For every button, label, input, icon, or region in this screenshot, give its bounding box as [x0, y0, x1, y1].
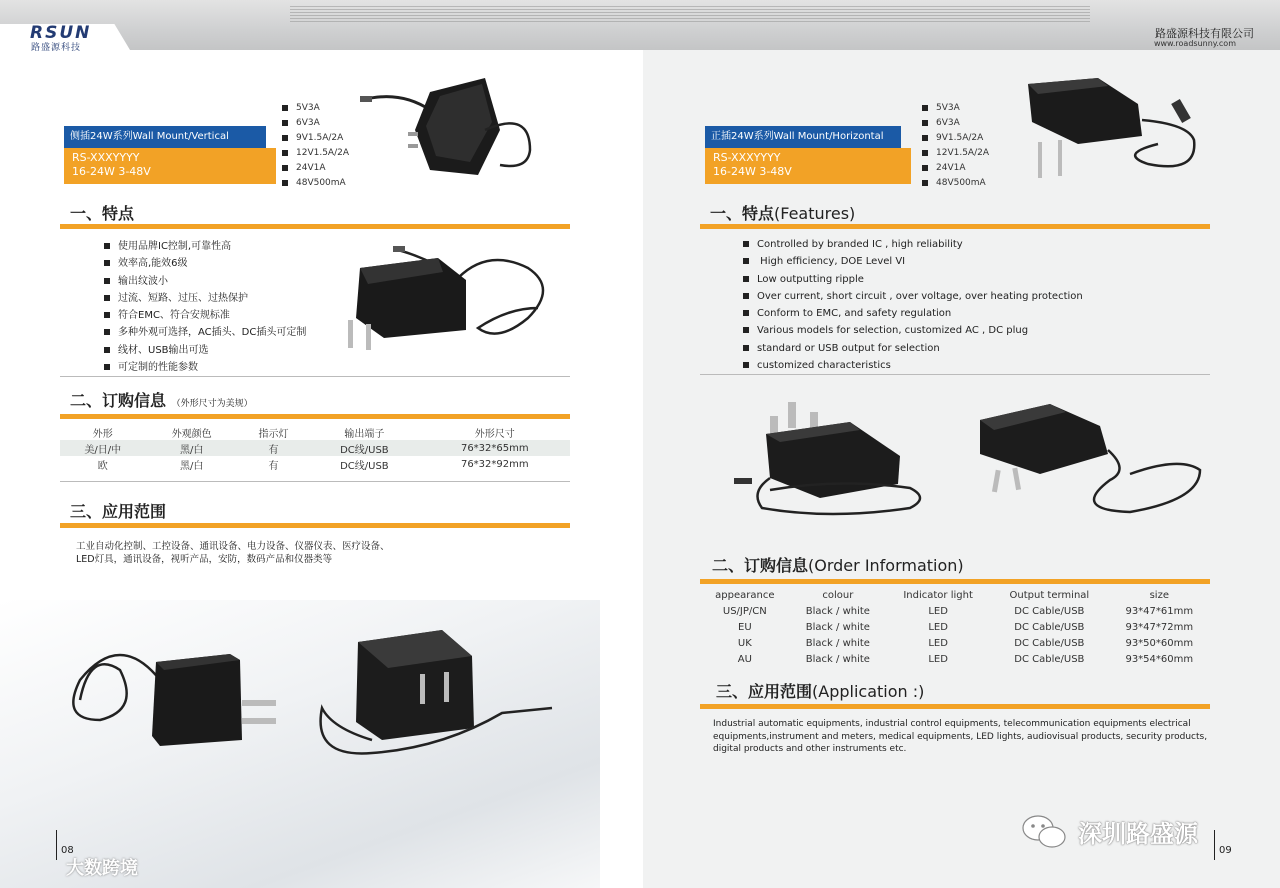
table-header-cell: Indicator light	[903, 589, 973, 601]
application-line: equipments,instrument and meters, medical equipments, LED lights, audiovisual products, security products,	[713, 731, 1208, 742]
application-line: digital products and other instruments etc.	[713, 744, 907, 754]
right-model-range: 16-24W 3-48V	[713, 165, 792, 178]
divider-gray	[60, 376, 570, 377]
adapter-photo-bottom-right	[312, 628, 562, 768]
feature-item: High efficiency, DOE Level VI	[743, 253, 1083, 270]
feature-item: 过流、短路、过压、过热保护	[104, 290, 306, 307]
right-features-title	[710, 201, 855, 224]
table-header-cell: size	[1149, 589, 1169, 601]
left-application-title: 三、应用范围	[70, 502, 167, 521]
table-header-cell: 指示灯	[258, 428, 289, 440]
left-features-title: 一、特点	[70, 204, 135, 223]
left-model-box	[64, 148, 276, 184]
right-model-number: RS-XXXYYYY	[713, 151, 781, 164]
left-model-number: RS-XXXYYYY	[72, 151, 140, 164]
table-cell: EU	[738, 621, 752, 633]
table-cell: 93*50*60mm	[1125, 637, 1194, 649]
right-features-title-en: (Features)	[774, 204, 856, 223]
feature-item: 输出纹波小	[104, 273, 306, 290]
table-cell: UK	[737, 637, 752, 649]
adapter-photo-bottom-left	[60, 640, 290, 760]
spec-item: 9V1.5A/2A	[282, 131, 349, 146]
divider-orange	[700, 704, 1210, 709]
left-mount-label: 侧插24W系列Wall Mount/Vertical	[64, 126, 266, 148]
table-cell: 93*54*60mm	[1125, 653, 1194, 665]
left-order-title-text: 二、订购信息	[70, 391, 167, 410]
right-application-title-en: (Application :)	[812, 682, 925, 701]
left-page-number: 08	[61, 845, 74, 856]
brand-logo: RSUN	[30, 23, 92, 43]
table-cell: 76*32*65mm	[420, 440, 570, 456]
table-cell: 76*32*92mm	[460, 458, 529, 470]
company-url: www.roadsunny.com	[1153, 39, 1236, 48]
table-cell: DC Cable/USB	[1014, 653, 1085, 665]
table-cell: LED	[928, 637, 948, 649]
header-decoration	[290, 6, 1090, 22]
spec-item: 5V3A	[282, 101, 349, 116]
feature-item: customized characteristics	[743, 357, 1083, 374]
application-line: 工业自动化控制、工控设备、通讯设备、电力设备、仪器仪表、医疗设备、	[76, 541, 390, 552]
table-cell: 93*47*61mm	[1125, 605, 1194, 617]
table-cell: 黑/白	[146, 440, 238, 456]
table-cell: Black / white	[805, 653, 870, 665]
table-header-cell: 外形	[92, 428, 113, 440]
table-cell: LED	[928, 653, 948, 665]
table-cell: DC线/USB	[309, 440, 419, 456]
table-header-cell: colour	[822, 589, 854, 601]
feature-item: Controlled by branded IC , high reliability	[743, 236, 1083, 253]
application-line: LED灯具，通讯设备，视听产品，安防，数码产品和仪器类等	[76, 553, 333, 565]
table-cell: DC线/USB	[340, 460, 389, 472]
spec-item: 24V1A	[922, 161, 989, 176]
spec-item: 9V1.5A/2A	[922, 131, 989, 146]
divider-orange	[60, 224, 570, 229]
right-application-title-cn: 三、应用范围	[716, 682, 813, 701]
table-cell: AU	[737, 653, 752, 665]
table-cell: 有	[268, 460, 279, 472]
application-line: Industrial automatic equipments, industrial control equipments, telecommunication equipments electrical	[713, 719, 1191, 729]
table-header-row	[700, 587, 1210, 603]
spec-item: 24V1A	[282, 161, 349, 176]
adapter-photo-vertical	[360, 70, 540, 185]
spec-item: 5V3A	[922, 101, 989, 116]
right-spec-list	[922, 101, 989, 191]
table-cell: Black / white	[805, 637, 870, 649]
spec-item: 12V1.5A/2A	[282, 146, 349, 161]
table-row	[60, 440, 570, 456]
table-header-cell: appearance	[715, 589, 775, 601]
feature-item: 可定制的性能参数	[104, 359, 306, 376]
right-mount-label: 正插24W系列Wall Mount/Horizontal	[705, 126, 901, 148]
table-header-cell: Output terminal	[1009, 589, 1090, 601]
divider-orange	[700, 224, 1210, 229]
brand-logo-subtitle: 路盛源科技	[31, 43, 82, 53]
feature-item: 效率高,能效6级	[104, 255, 306, 272]
page-number-rule	[1214, 830, 1215, 860]
table-cell: LED	[928, 621, 948, 633]
table-cell: 黑/白	[180, 460, 204, 472]
adapter-photo-horizontal	[1018, 74, 1208, 186]
table-header-cell: 输出端子	[344, 428, 385, 440]
table-header-cell: 外形尺寸	[474, 428, 515, 440]
right-page-number: 09	[1219, 845, 1232, 856]
right-order-title-en: (Order Information)	[808, 556, 964, 575]
adapter-photo-us-plug	[338, 238, 563, 358]
table-cell: 美/日/中	[60, 440, 146, 456]
feature-item: 符合EMC、符合安规标准	[104, 307, 306, 324]
feature-item: Low outputting ripple	[743, 271, 1083, 288]
divider-orange	[700, 579, 1210, 584]
spec-item: 6V3A	[922, 116, 989, 131]
table-cell: DC Cable/USB	[1014, 621, 1085, 633]
right-model-box	[705, 148, 911, 184]
page-number-rule	[56, 830, 57, 860]
divider-orange	[60, 414, 570, 419]
left-model-range: 16-24W 3-48V	[72, 165, 151, 178]
left-watermark: 大数跨境	[66, 858, 138, 879]
feature-item: Conform to EMC, and safety regulation	[743, 305, 1083, 322]
table-row	[700, 635, 1210, 651]
feature-item: Various models for selection, customized AC , DC plug	[743, 322, 1083, 339]
adapter-photo-au-plug	[970, 400, 1206, 522]
wechat-icon	[1020, 812, 1070, 852]
table-header-row	[60, 424, 570, 440]
table-cell: 有	[238, 440, 309, 456]
feature-item: Over current, short circuit , over voltage, over heating protection	[743, 288, 1083, 305]
feature-item: 多种外观可选择，AC插头、DC插头可定制	[104, 324, 306, 341]
right-watermark: 深圳路盛源	[1078, 820, 1198, 848]
divider-orange	[60, 523, 570, 528]
feature-item: 使用品牌IC控制,可靠性高	[104, 238, 306, 255]
table-row	[60, 456, 570, 472]
right-order-title	[712, 553, 964, 576]
right-features-title-cn: 一、特点	[710, 204, 775, 223]
left-spec-list	[282, 101, 349, 191]
spec-item: 48V500mA	[282, 176, 349, 191]
left-order-note: （外形尺寸为美规）	[171, 399, 253, 409]
right-order-title-cn: 二、订购信息	[712, 556, 809, 575]
feature-item: 线材、USB输出可选	[104, 342, 306, 359]
left-application-text	[76, 541, 390, 566]
right-application-text	[713, 718, 1207, 756]
table-row	[700, 603, 1210, 619]
right-features-list	[743, 236, 1083, 374]
table-cell: DC Cable/USB	[1014, 637, 1085, 649]
company-name: 路盛源科技有限公司	[1155, 27, 1254, 40]
table-cell: 欧	[97, 460, 108, 472]
divider-gray	[60, 481, 570, 482]
table-cell: DC Cable/USB	[1014, 605, 1085, 617]
table-cell: LED	[928, 605, 948, 617]
feature-item: standard or USB output for selection	[743, 340, 1083, 357]
table-cell: US/JP/CN	[722, 605, 767, 617]
spec-item: 12V1.5A/2A	[922, 146, 989, 161]
divider-gray	[700, 374, 1210, 375]
spec-item: 6V3A	[282, 116, 349, 131]
spec-item: 48V500mA	[922, 176, 989, 191]
table-header-cell: 外观颜色	[171, 428, 212, 440]
right-application-title	[716, 679, 924, 702]
table-row	[700, 619, 1210, 635]
right-order-table	[700, 587, 1210, 667]
table-cell: Black / white	[805, 621, 870, 633]
left-features-list	[104, 238, 306, 376]
left-order-title	[70, 388, 253, 411]
left-order-table	[60, 424, 570, 472]
table-cell: Black / white	[805, 605, 870, 617]
adapter-photo-uk-plug	[730, 398, 930, 520]
table-cell: 93*47*72mm	[1125, 621, 1194, 633]
table-row	[700, 651, 1210, 667]
